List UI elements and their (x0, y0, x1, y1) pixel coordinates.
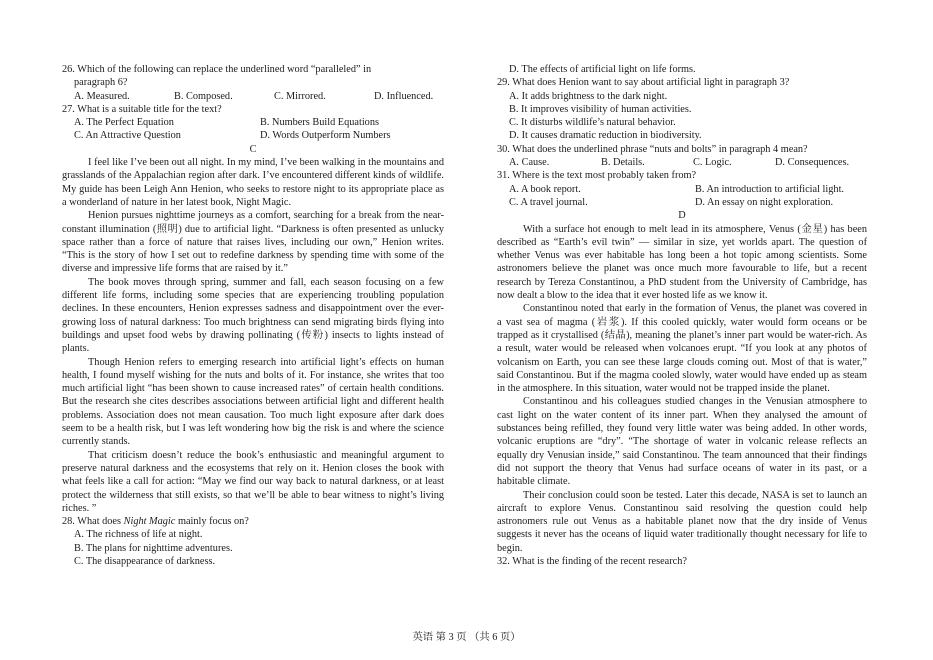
passage-c-paragraph-1: I feel like I’ve been out all night. In my mind, I’ve been walking in the mountains and grasslands of the Appalachian region after dark. I’ve encountered different kinds of wildlife. My guide has been Leigh Ann Henion, who seeks to restore night to its appropriate place as a wonderland of nature in her latest book, Night Magic. (62, 157, 444, 208)
q26-option-a[interactable]: A. Measured. (74, 90, 130, 102)
q26-stem: 26. Which of the following can replace the underlined word “paralleled” in (62, 64, 372, 75)
q26-option-b[interactable]: B. Composed. (174, 90, 233, 102)
q31-option-b[interactable]: B. An introduction to artificial light. (695, 183, 844, 195)
q29-option-a[interactable]: A. It adds brightness to the dark night. (509, 90, 668, 102)
q32-stem: 32. What is the finding of the recent research? (497, 555, 687, 567)
passage-c-paragraph-5: That criticism doesn’t reduce the book’s enthusiastic and meaningful argument to preserve natural darkness and the ecosystems that rely on it. Henion closes the book with what feels like a call for action: “May we find our way back to natural darkness, or at least protect the wilderness that still exists, so that we’ll be able to bear witness to night’s living riches. ” (62, 449, 444, 514)
q30-options (497, 156, 869, 169)
q30-option-d[interactable]: D. Consequences. (775, 157, 850, 169)
q27-options-row1 (62, 116, 444, 129)
q26-option-c[interactable]: C. Mirrored. (274, 90, 326, 102)
q31-stem: 31. Where is the text most probably taken from? (497, 170, 697, 182)
passage-d-paragraph-4: Their conclusion could soon be tested. Later this decade, NASA is set to launch an aircraft to explore Venus. Constantinou said resolving the question could help astronomers rule out Venus as a habitable planet now that the dry inside of Venus suggests it never has the oceans of liquid water traditionally thought necessary for life to begin. (497, 489, 867, 554)
q29-option-c[interactable]: C. It disturbs wildlife’s natural behavior. (509, 117, 676, 129)
passage-c-paragraph-2: Henion pursues nighttime journeys as a comfort, searching for a break from the near-constant illumination (照明) due to artificial light. “Darkness is often presented as unlucky space rather than a force of nature that raises lives, including our own,” Henion writes. “This is the story of how I set out to redefine darkness by spending time with some of the diverse and impressive life forms that are raised by it.” (62, 210, 444, 275)
q27-option-c[interactable]: C. An Attractive Question (74, 130, 181, 142)
q28-stem-pre: 28. What does (62, 516, 124, 528)
q27-option-d[interactable]: D. Words Outperform Numbers (260, 130, 391, 142)
q27-option-a[interactable]: A. The Perfect Equation (74, 117, 174, 129)
passage-c-paragraph-3: The book moves through spring, summer and fall, each season focusing on a few different life forms, including some species that are experiencing troubling population declines. In these encounters, Henion expresses sadness and disappointment over the ever-growing loss of natural darkness: Too much brightness can send migrating birds flying into buildings and upset food webs by drawing pollinating (传粉) insects to lights instead of plants. (62, 276, 444, 355)
q29-option-d[interactable]: D. It causes dramatic reduction in biodiversity. (509, 130, 702, 142)
q31-option-c[interactable]: C. A travel journal. (509, 196, 588, 208)
q28-stem-post: mainly focus on? (175, 516, 249, 528)
q30-option-b[interactable]: B. Details. (601, 157, 645, 169)
passage-d-paragraph-1: With a surface hot enough to melt lead in its atmosphere, Venus (金星) has been described as “Earth’s evil twin” — similar in size, yet worlds apart. The question of whether Venus was ever habitable has long been a hot topic among scientists. Some astronomers believe the planet was once much more favourable to life, but a recent research by Tereza Constantinou, a PhD student from the University of Cambridge, has now dealt a blow to the idea that it ever hosted life as we know it. (497, 223, 867, 302)
q30-option-a[interactable]: A. Cause. (509, 157, 550, 169)
section-d-heading: D (678, 210, 686, 222)
page-footer: 英语 第 3 页 （共 6 页） (412, 632, 521, 643)
q28-option-b[interactable]: B. The plans for nighttime adventures. (74, 542, 233, 554)
right-column (497, 63, 867, 568)
section-c-heading: C (249, 143, 257, 155)
q27-option-b[interactable]: B. Numbers Build Equations (260, 117, 379, 129)
q28-option-c[interactable]: C. The disappearance of darkness. (74, 555, 216, 567)
passage-c-paragraph-4: Though Henion refers to emerging research into artificial light’s effects on human health, I found myself wishing for the nuts and bolts of it. For instance, she writes that too much artificial light “has been shown to cause increased rates” of certain health conditions. But the research she cites describes associations between artificial light and different health problems. Association does not mean causation. Too much light exposure after dark does seem to be a health risk, but I was left wondering how big the risk is and where the science currently stands. (62, 356, 444, 448)
q28-option-d[interactable]: D. The effects of artificial light on life forms. (509, 64, 696, 75)
q31-options-row1 (497, 183, 867, 196)
q30-stem: 30. What does the underlined phrase “nuts and bolts” in paragraph 4 mean? (497, 143, 808, 155)
q31-options-row2 (497, 196, 867, 209)
q28-option-a[interactable]: A. The richness of life at night. (74, 529, 203, 541)
q29-stem: 29. What does Henion want to say about artificial light in paragraph 3? (497, 77, 790, 89)
q31-option-d[interactable]: D. An essay on night exploration. (695, 196, 834, 208)
q28-stem (62, 515, 444, 528)
q31-option-a[interactable]: A. A book report. (509, 183, 581, 195)
q30-option-c[interactable]: C. Logic. (693, 157, 732, 169)
q26-option-d[interactable]: D. Influenced. (374, 90, 434, 102)
passage-d-paragraph-3: Constantinou and his colleagues studied changes in the Venusian atmosphere to cast light on the water content of its inner part. When they analysed the amount of substances being refilled, they found very little water was being added. In other words, volcanic eruptions are “dry”. “The shortage of water in volcanic release reflects an equally dry Venusian inside,” said Constantinou. The team announced that their findings did not support the theory that Venus had surface oceans of water in its past, or a habitable climate. (497, 396, 867, 488)
q27-options-row2 (62, 129, 444, 142)
q27-stem: 27. What is a suitable title for the text? (62, 103, 222, 115)
left-column (62, 63, 444, 568)
q26-options (62, 90, 444, 103)
q26-stem-cont: paragraph 6? (74, 77, 128, 89)
q28-book-title: Night Magic (123, 516, 176, 528)
q29-option-b[interactable]: B. It improves visibility of human activities. (509, 103, 692, 115)
passage-d-paragraph-2: Constantinou noted that early in the formation of Venus, the planet was covered in a vast sea of magma (岩浆). If this cooled quickly, water would form oceans or be trapped as it crystallised (结晶), meaning the planet’s inner part would be water-rich. As a result, water would be released when volcanoes erupt. “If you look at any photos of volcanism on Earth, you can see these large clouds coming out. Most of that is water,” said Constantinou. But if the magma cooled slowly, water would have ended up as steam in the atmosphere. In this situation, water would not be trapped inside the planet. (497, 303, 867, 395)
